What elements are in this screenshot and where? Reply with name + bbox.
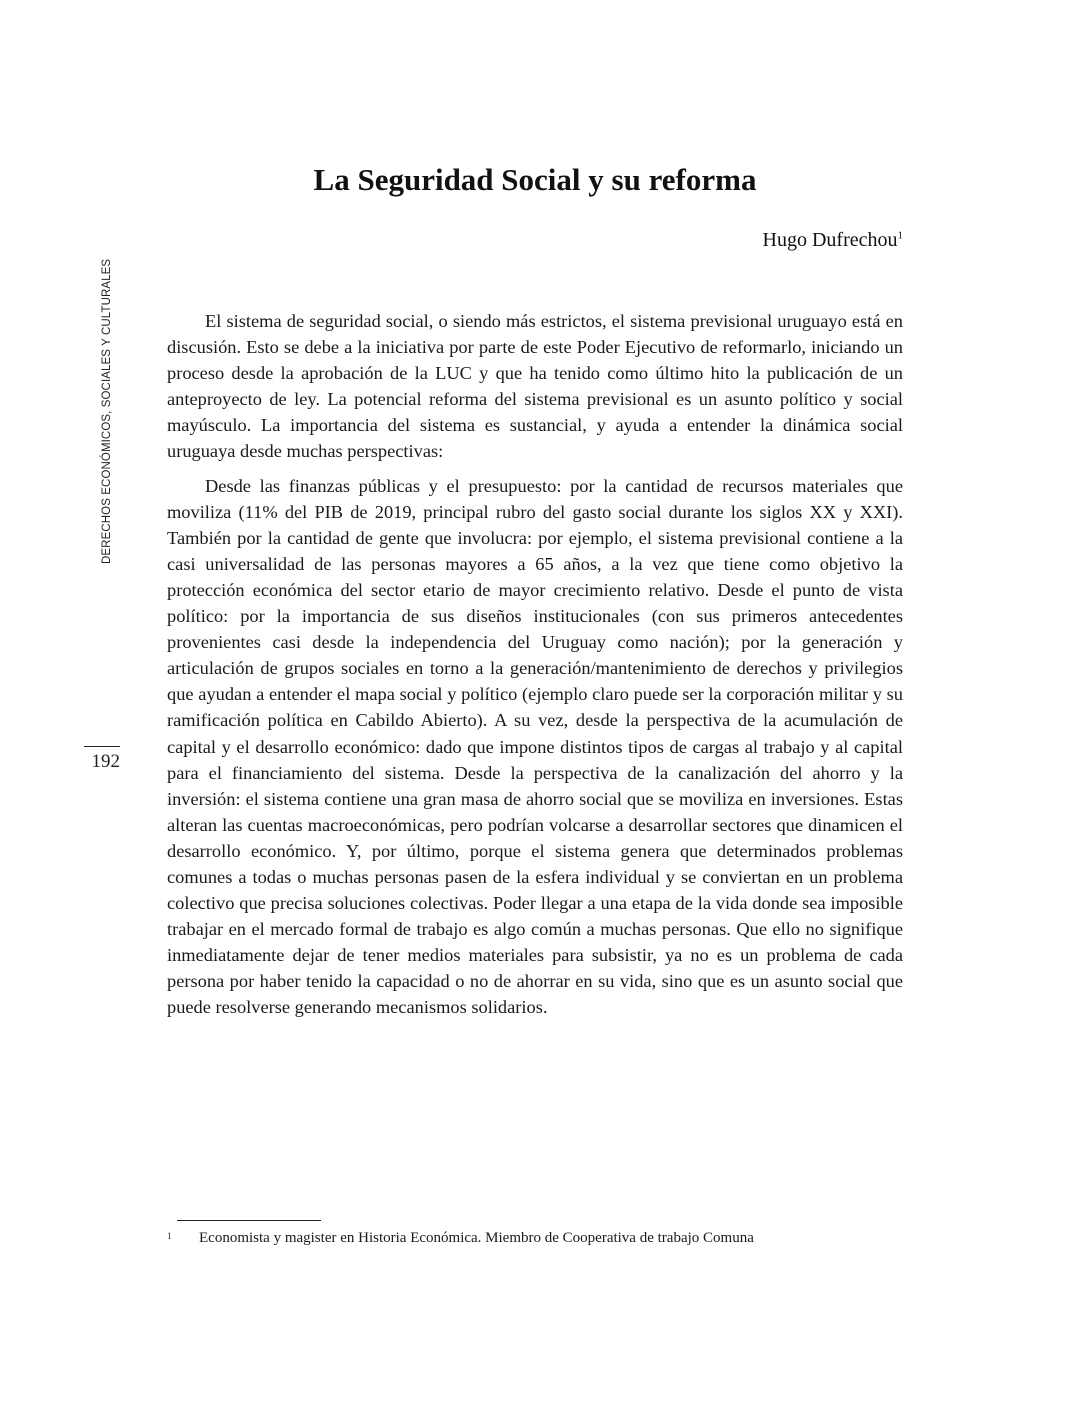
author-footnote-ref: 1 (897, 229, 903, 242)
page-number: 192 (84, 746, 120, 773)
author-byline (600, 229, 903, 252)
body-paragraph: Desde las finanzas públicas y el presupuesto: por la cantidad de recursos materiales que moviliza (11% del PIB de 2019, principal rubro del gasto social durante los siglos XX y XXI). También por la cantidad de gente que involucra: por ejemplo, el sistema previsional contiene a la casi universalidad de las personas mayores a 65 años, a la vez que tiene como objetivo la protección económica del sector etario de mayor crecimiento relativo. Desde el punto de vista político: por la importancia de sus diseños institucionales (con sus primeros antecedentes provenientes casi desde la independencia del Uruguay como nación); por la generación y articulación de grupos sociales en torno a la generación/mantenimiento de derechos y privilegios que ayudan a entender el mapa social y político (ejemplo claro puede ser la corporación militar y su ramificación política en Cabildo Abierto). A su vez, desde la perspectiva de la acumulación de capital y el desarrollo económico: dado que impone distintos tipos de cargas al trabajo y al capital para el financiamiento del sistema. Desde la perspectiva de la canalización del ahorro y la inversión: el sistema contiene una gran masa de ahorro social que se moviliza en inversiones. Estas alteran las cuentas macroeconómicas, pero podrían volcarse a desarrollar sectores que dinamicen el desarrollo económico. Y, por último, porque el sistema genera que determinados problemas comunes a todas o muchas personas pasen de la esfera individual y se conviertan en un problema colectivo que precisa soluciones colectivas. Poder llegar a una etapa de la vida donde sea imposible trabajar en el mercado formal de trabajo es algo común a muchas personas. Que ello no signifique inmediatamente dejar de tener medios materiales para subsistir, ya no es un problema de cada persona por haber tenido la capacidad o no de ahorrar en su vida, sino que es un asunto social que puede resolverse generando mecanismos solidarios. (167, 475, 903, 1018)
footnote-text: Economista y magister en Historia Económica. Miembro de Cooperativa de trabajo Comuna (199, 1230, 754, 1246)
body-paragraph: El sistema de seguridad social, o siendo más estrictos, el sistema previsional uruguayo está en discusión. Esto se debe a la iniciativa por parte de este Poder Ejecutivo de reformarlo, iniciando un proceso desde la aprobación de la LUC y que ha tenido como último hito la publicación de un anteproyecto de ley. La potencial reforma del sistema previsional es un asunto político y social mayúsculo. La importancia del sistema es sustancial, y ayuda a entender la dinámica social uruguaya desde muchas perspectivas: (167, 311, 903, 462)
footnote-mark: 1 (167, 1231, 172, 1241)
author-name: Hugo Dufrechou (762, 229, 898, 251)
running-head: DERECHOS ECONÓMICOS, SOCIALES Y CULTURALES (101, 258, 113, 564)
footnote-divider (177, 1220, 321, 1221)
article-body (167, 308, 903, 1029)
article-title: La Seguridad Social y su reforma (313, 162, 757, 197)
